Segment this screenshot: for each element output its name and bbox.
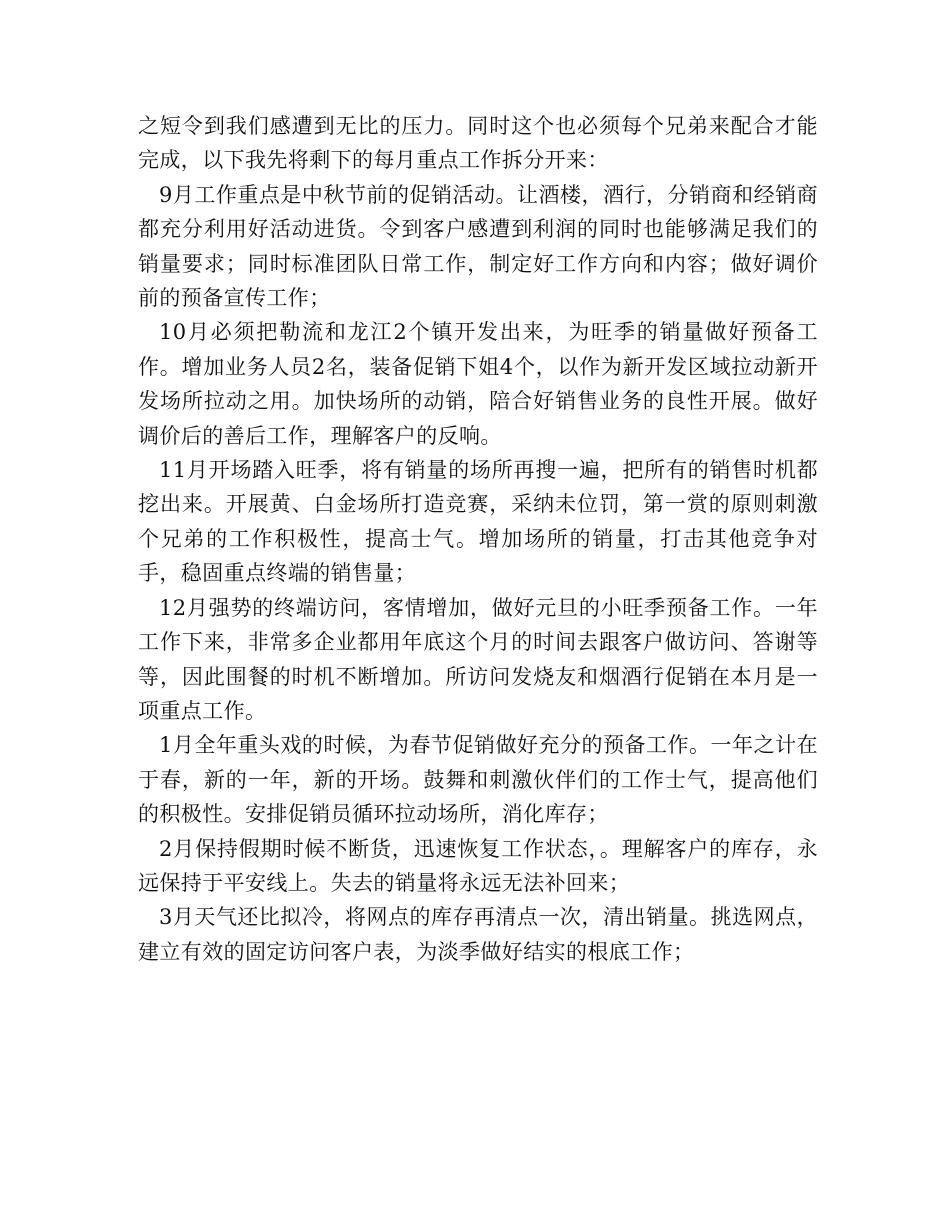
paragraph-march: 3月天气还比拟冷，将网点的库存再清点一次，清出销量。挑选网点，建立有效的固定访问客户表，为淡季做好结实的根底工作； [138, 905, 818, 964]
paragraph-december: 12月强势的终端访问，客情增加，做好元旦的小旺季预备工作。一年工作下来，非常多企业都用年底这个月的时间去跟客户做访问、答谢等等，因此围餐的时机不断增加。所访问发烧友和烟酒行促销在本月是一项重点工作。 [138, 595, 818, 723]
paragraph-september: 9月工作重点是中秋节前的促销活动。让酒楼，酒行，分销商和经销商都充分利用好活动进货。令到客户感遭到利润的同时也能够满足我们的销量要求；同时标准团队日常工作，制定好工作方向和内容；做好调价前的预备宣传工作； [138, 182, 818, 311]
paragraph-intro: 之短令到我们感遭到无比的压力。同时这个也必须每个兄弟来配合才能完成，以下我先将剩下的每月重点工作拆分开来： [138, 114, 818, 173]
paragraph-october: 10月必须把勒流和龙江2个镇开发出来，为旺季的销量做好预备工作。增加业务人员2名，装备促销下姐4个，以作为新开发区域拉动新开发场所拉动之用。加快场所的动销，陪合好销售业务的良性开展。做好调价后的善后工作，理解客户的反响。 [138, 320, 818, 448]
paragraph-november: 11月开场踏入旺季，将有销量的场所再搜一遍，把所有的销售时机都挖出来。开展黄、白金场所打造竞赛，采纳未位罚，第一赏的原则刺激个兄弟的工作积极性，提高士气。增加场所的销量，打击其他竞争对手，稳固重点终端的销售量； [138, 458, 818, 586]
paragraph-february: 2月保持假期时候不断货，迅速恢复工作状态，。理解客户的库存，永远保持于平安线上。失去的销量将永远无法补回来； [138, 836, 818, 895]
paragraph-january: 1月全年重头戏的时候，为春节促销做好充分的预备工作。一年之计在于春，新的一年，新的开场。鼓舞和刺激伙伴们的工作士气，提高他们的积极性。安排促销员循环拉动场所，消化库存； [138, 733, 818, 827]
